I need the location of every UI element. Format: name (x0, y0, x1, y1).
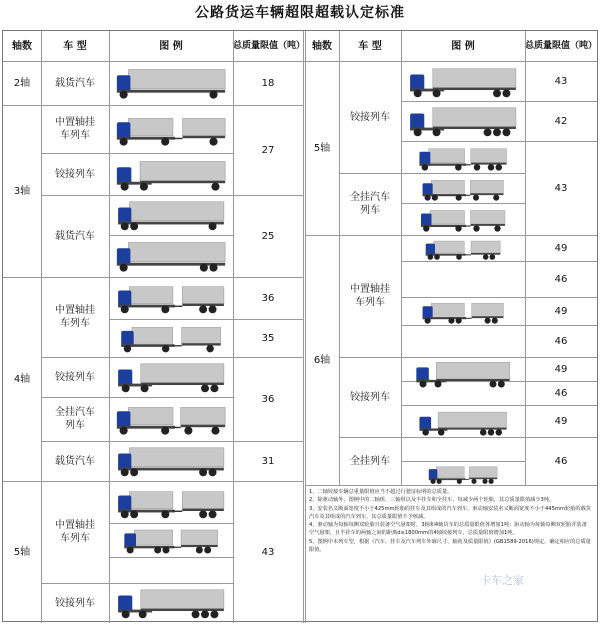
wheel-icon (121, 222, 129, 230)
grid-line (41, 153, 109, 154)
wheel-icon (120, 91, 128, 99)
type-cell: 铰接列车 (55, 371, 95, 383)
grid-line (109, 557, 233, 558)
wheel-icon (473, 225, 479, 231)
cargo-box (128, 118, 172, 135)
trailer-box (471, 149, 507, 163)
wheel-icon (121, 468, 129, 476)
truck-diagram (113, 111, 229, 149)
trailer-box (141, 364, 224, 383)
wheel-icon (209, 264, 217, 272)
wheel-icon (121, 510, 129, 518)
trailer-box (436, 362, 509, 379)
wheel-icon (206, 345, 213, 352)
header-limit-right: 总质量限值（吨） (525, 40, 598, 51)
cargo-box (129, 202, 223, 221)
type-cell: 中置轴挂车列车 (55, 117, 95, 141)
wheel-icon (121, 183, 129, 191)
wheel-icon (199, 305, 207, 313)
grid-line (401, 325, 597, 326)
grid-line (109, 397, 233, 398)
wheel-icon (455, 225, 461, 231)
trailer-box (469, 467, 497, 478)
wheel-icon (184, 427, 192, 435)
truck-diagram (113, 486, 229, 520)
grid-line (109, 153, 233, 154)
trailer-box (433, 108, 516, 127)
wheel-icon (196, 547, 203, 554)
grid-line (3, 61, 597, 62)
wheel-icon (488, 429, 495, 436)
limit-cell: 35 (261, 332, 275, 344)
wheel-icon (485, 318, 491, 324)
cargo-box (431, 180, 464, 193)
grid-line (305, 235, 597, 236)
grid-line (401, 405, 597, 406)
axle-cell: 4轴 (13, 373, 31, 385)
trailer-box (471, 211, 506, 225)
truck-diagram (113, 198, 229, 232)
truck-diagram (405, 176, 521, 202)
grid-line (339, 357, 597, 358)
grid-line (41, 397, 109, 398)
wheel-icon (425, 195, 431, 201)
limit-cell: 49 (554, 415, 568, 427)
grid-line (109, 319, 303, 320)
wheel-icon (423, 225, 429, 231)
wheel-icon (490, 381, 497, 388)
wheel-icon (161, 427, 169, 435)
notes-block (304, 484, 596, 622)
truck-diagram (113, 281, 229, 315)
grid-line (525, 31, 526, 485)
cargo-box (128, 69, 225, 88)
wheel-icon (434, 254, 440, 260)
header-type: 车 型 (63, 40, 87, 52)
truck-diagram (405, 206, 521, 233)
trailer-box (470, 180, 503, 193)
grid-line (401, 261, 597, 262)
header-axle-right: 轴数 (312, 40, 332, 52)
wheel-icon (502, 128, 510, 136)
cargo-box (132, 327, 173, 343)
cargo-box (128, 242, 225, 261)
wheel-icon (480, 429, 487, 436)
type-cell: 中置轴挂车列车 (55, 305, 95, 329)
truck-diagram (113, 360, 229, 394)
page-title: 公路货运车辆超限超载认定标准 (195, 5, 405, 21)
wheel-icon (420, 381, 427, 388)
wheel-icon (490, 254, 496, 260)
type-cell: 载货汽车 (55, 455, 95, 467)
trailer-box (182, 492, 224, 509)
wheel-icon (493, 128, 501, 136)
note-item: 1、二轴铰接车辆总重量限值应当不超过行驶证标明的总质量。 (309, 489, 453, 495)
wheel-icon (210, 384, 218, 392)
grid-line (401, 461, 525, 462)
wheel-icon (163, 547, 170, 554)
wheel-icon (161, 305, 169, 313)
wheel-icon (199, 510, 207, 518)
wheel-icon (209, 510, 217, 518)
trailer-box (181, 407, 225, 424)
grid-line (339, 437, 597, 438)
truck-diagram (405, 359, 521, 389)
watermark: 卡车之家 (480, 574, 524, 587)
wheel-icon (127, 547, 134, 554)
truck-diagram (405, 65, 521, 99)
limit-cell: 49 (554, 305, 568, 317)
wheel-icon (122, 610, 130, 618)
axle-cell: 5轴 (313, 142, 331, 154)
wheel-icon (201, 610, 209, 618)
truck-diagram (113, 157, 229, 193)
limit-cell: 49 (554, 242, 568, 254)
note-item: 3、安装名义断面宽度不小于425mm轮胎的挂车及其组成的汽车列车，驱动轴安装名义断面宽度不小于445mm轮胎的载货汽车及其组成的汽车列车，其总质量限值不予核减。 (309, 505, 591, 520)
wheel-icon (209, 468, 217, 476)
grid-line (41, 195, 303, 196)
cargo-box (436, 467, 464, 478)
trailer-box (471, 241, 500, 253)
wheel-icon (438, 429, 445, 436)
wheel-icon (433, 89, 441, 97)
limit-cell: 36 (261, 393, 275, 405)
grid-line (401, 31, 402, 485)
wheel-icon (448, 318, 454, 324)
truck-diagram (405, 299, 521, 325)
wheel-icon (130, 510, 138, 518)
wheel-icon (161, 138, 169, 146)
header-limit: 总质量限值（吨） (233, 40, 306, 51)
cargo-box (431, 303, 464, 316)
grid-line (401, 141, 597, 142)
trailer-box (182, 327, 221, 343)
type-cell: 中置轴挂车列车 (350, 284, 390, 308)
wheel-icon (139, 610, 147, 618)
wheel-icon (162, 345, 169, 352)
wheel-icon (140, 183, 148, 191)
trailer-box (140, 161, 225, 180)
grid-line (401, 203, 525, 204)
type-cell: 全挂汽车列车 (55, 407, 95, 431)
grid-line (41, 583, 109, 584)
type-cell: 铰接列车 (55, 597, 95, 609)
type-cell: 全挂汽车列车 (350, 192, 390, 216)
truck-diagram (405, 237, 521, 261)
wheel-icon (496, 429, 503, 436)
wheel-icon (456, 195, 462, 201)
wheel-icon (456, 318, 462, 324)
axle-cell: 6轴 (313, 354, 331, 366)
limit-cell: 31 (261, 455, 275, 467)
wheel-icon (474, 164, 481, 171)
wheel-icon (455, 164, 462, 171)
type-cell: 铰接列车 (350, 111, 390, 123)
wheel-icon (493, 89, 501, 97)
grid-line (3, 481, 303, 482)
wheel-icon (120, 138, 128, 146)
wheel-icon (425, 318, 431, 324)
wheel-icon (492, 318, 498, 324)
truck-diagram (405, 104, 521, 138)
wheel-icon (488, 164, 495, 171)
header-diagram: 图 例 (159, 40, 183, 52)
grid-line (109, 235, 233, 236)
grid-line (3, 277, 303, 278)
type-cell: 铰接列车 (55, 168, 95, 180)
wheel-icon (192, 610, 200, 618)
wheel-icon (209, 222, 217, 230)
wheel-icon (502, 89, 510, 97)
limit-cell: 25 (261, 230, 275, 242)
wheel-icon (433, 128, 441, 136)
wheel-icon (432, 195, 438, 201)
limit-cell: 42 (554, 115, 568, 127)
cargo-box (134, 530, 172, 545)
wheel-icon (209, 91, 217, 99)
grid-line (41, 31, 42, 623)
truck-diagram (113, 400, 229, 438)
wheel-icon (494, 225, 500, 231)
wheel-icon (422, 429, 429, 436)
grid-line (3, 105, 303, 106)
wheel-icon (422, 164, 429, 171)
wheel-icon (161, 510, 169, 518)
wheel-icon (121, 305, 129, 313)
truck-diagram (113, 444, 229, 478)
wheel-icon (154, 547, 161, 554)
trailer-box (181, 530, 218, 545)
header-diagram-right: 图 例 (451, 40, 475, 52)
note-item: 4、驱动轴为每轴每侧双轮胎且装备空气悬架时，3轴和4轴货车的总质量限值各增加1吨；驱动轴为每轴每侧双轮胎并装备空气悬架，且半挂车的两轴之间的距离d≥1800mm的4轴铰接列车，总质量限值增加1吨。 (309, 522, 587, 537)
cargo-box (429, 149, 465, 163)
wheel-icon (120, 264, 128, 272)
wheel-icon (130, 468, 138, 476)
wheel-icon (201, 384, 209, 392)
grid-line (41, 357, 303, 358)
wheel-icon (498, 381, 505, 388)
wheel-icon (473, 195, 479, 201)
header-type-right: 车 型 (358, 40, 382, 52)
truck-diagram (113, 586, 229, 620)
wheel-icon (209, 138, 217, 146)
wheel-icon (496, 164, 503, 171)
wheel-icon (483, 254, 489, 260)
limit-cell: 43 (554, 75, 568, 87)
type-cell: 全挂列车 (350, 455, 390, 467)
limit-cell: 46 (554, 273, 568, 285)
grid-line (109, 31, 110, 623)
trailer-box (141, 590, 224, 609)
cargo-box (128, 407, 172, 424)
note-item: 2、除驱动轴外，图例中的二轴组、三轴组以及半挂车和全挂车，每减少两个轮胎，其总质量限值减少3吨。 (309, 497, 555, 504)
type-cell: 载货汽车 (55, 77, 95, 89)
axle-cell: 2轴 (13, 77, 31, 89)
grid-line (401, 101, 597, 102)
wheel-icon (414, 89, 422, 97)
cargo-box (129, 492, 172, 509)
grid-line (401, 297, 597, 298)
wheel-icon (199, 468, 207, 476)
axle-cell: 3轴 (13, 185, 31, 197)
cargo-box (129, 287, 172, 304)
wheel-icon (428, 254, 434, 260)
grid-line (339, 173, 525, 174)
wheel-icon (200, 264, 208, 272)
limit-cell: 49 (554, 363, 568, 375)
wheel-icon (209, 305, 217, 313)
limit-cell: 36 (261, 292, 275, 304)
truck-diagram (405, 409, 521, 437)
cargo-box (430, 211, 465, 225)
wheel-icon (456, 254, 462, 260)
truck-diagram (113, 238, 229, 274)
type-cell: 中置轴挂车列车 (55, 520, 95, 544)
wheel-icon (210, 610, 218, 618)
truck-diagram (405, 144, 521, 172)
limit-cell: 46 (554, 387, 568, 399)
cargo-box (129, 448, 223, 467)
grid-line (233, 31, 234, 623)
wheel-icon (211, 427, 219, 435)
wheel-icon (484, 128, 492, 136)
trailer-box (438, 412, 506, 428)
grid-line (109, 523, 233, 524)
wheel-icon (435, 381, 442, 388)
wheel-icon (414, 128, 422, 136)
truck-diagram (113, 65, 229, 101)
trailer-box (183, 118, 226, 135)
type-cell: 载货汽车 (55, 230, 95, 242)
trailer-box (433, 69, 516, 88)
grid-line (109, 583, 233, 584)
wheel-icon (204, 547, 211, 554)
limit-cell: 43 (554, 182, 568, 194)
grid-line (41, 441, 303, 442)
grid-line (339, 31, 340, 485)
note-item: 5、图例中未列车型，根据《汽车、挂车及汽车列车外廓尺寸、轴荷及质量限值》(GB1589-2016)规定，确定相应的总质量限值。 (309, 538, 591, 554)
wheel-icon (211, 183, 219, 191)
axle-cell: 5轴 (13, 546, 31, 558)
type-cell: 铰接列车 (350, 391, 390, 403)
truck-diagram (405, 463, 521, 485)
truck-diagram (113, 322, 229, 354)
limit-cell: 18 (261, 77, 275, 89)
wheel-icon (122, 384, 130, 392)
wheel-icon (493, 195, 499, 201)
header-axle: 轴数 (12, 40, 32, 52)
truck-diagram (113, 525, 229, 555)
trailer-box (182, 287, 224, 304)
limit-cell: 27 (261, 144, 275, 156)
limit-cell: 43 (261, 546, 275, 558)
wheel-icon (141, 384, 149, 392)
limit-cell: 46 (554, 335, 568, 347)
wheel-icon (130, 222, 138, 230)
trailer-box (472, 303, 504, 316)
wheel-icon (120, 427, 128, 435)
limit-cell: 46 (554, 455, 568, 467)
wheel-icon (124, 345, 131, 352)
cargo-box (434, 241, 465, 253)
